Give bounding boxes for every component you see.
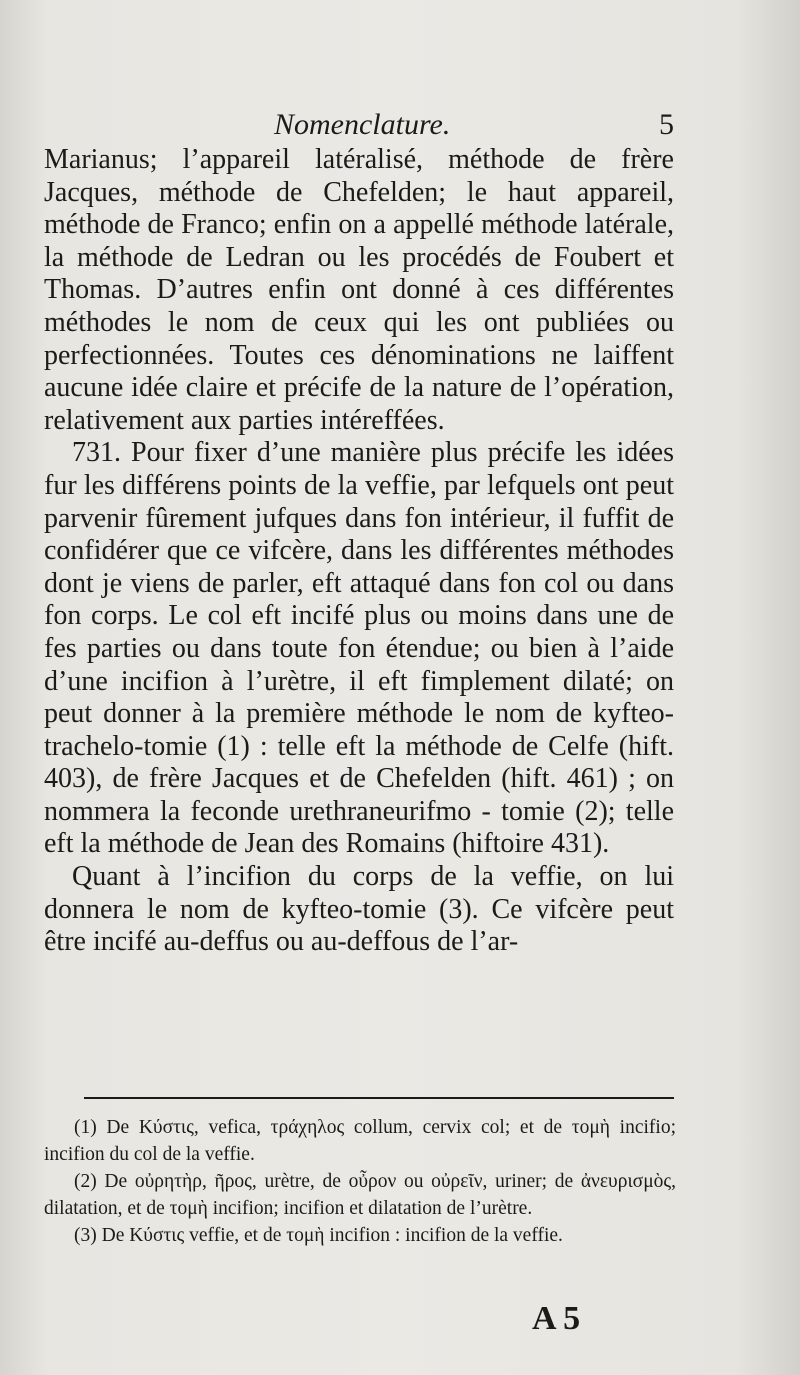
page-number: 5 [659,108,674,141]
footnote-1: (1) De Κύστις, vefica, τράχηλος collum, cervix col; et de τομὴ incifio; incifion du col de la veffie. [44,1117,676,1165]
footnotes [44,1114,676,1249]
footnote-2: (2) De οὐρητὴρ, ῆρος, urètre, de οὖρον ou οὐρεῖν, uriner; de ἀνευρισμὸς, dilatation, et de τομὴ incifion; incifion et dilatation de l’urètre. [44,1171,676,1219]
signature-mark: A 5 [532,1300,581,1337]
page-header [44,108,674,148]
footnote-3: (3) De Κύστις veffie, et de τομὴ incifion : incifion de la veffie. [74,1225,563,1246]
paragraph-731: 731. Pour fixer d’une manière plus précife les idées fur les différens points de la veffie, par lefquels ont peut parvenir fûrement jufques dans fon intérieur, il fuffit de confidérer que ce vifcère, dans les différentes méthodes dont je viens de parler, eft attaqué dans fon col ou dans fon corps. Le col eft incifé plus ou moins dans une de fes parties ou dans toute fon étendue; ou bien à l’aide d’une incifion à l’urètre, il eft fimplement dilaté; on peut donner à la première méthode le nom de kyfteo-trachelo-tomie (1) : telle eft la méthode de Celfe (hift. 403), de frère Jacques et de Chefelden (hift. 461) ; on nommera la feconde urethraneurifmo - tomie (2); telle eft la méthode de Jean des Romains (hiftoire 431). [44,437,674,860]
footnote-rule [84,1097,674,1099]
running-title: Nomenclature. [274,108,451,141]
paragraph-continued: Marianus; l’appareil latéralisé, méthode de frère Jacques, méthode de Chefelden; le haut appareil, méthode de Franco; enfin on a appellé méthode latérale, la méthode de Ledran ou les procédés de Foubert et Thomas. D’autres enfin ont donné à ces différentes méthodes le nom de ceux qui les ont publiées ou perfectionnées. Toutes ces dénominations ne laiffent aucune idée claire et précife de la nature de l’opération, relativement aux parties intéreffées. [44,144,674,436]
paragraph-kysteotomie: Quant à l’incifion du corps de la veffie, on lui donnera le nom de kyfteo-tomie (3). Ce vifcère peut être incifé au-deffus ou au-deffous de l’ar- [44,861,674,958]
body-text [44,144,674,959]
